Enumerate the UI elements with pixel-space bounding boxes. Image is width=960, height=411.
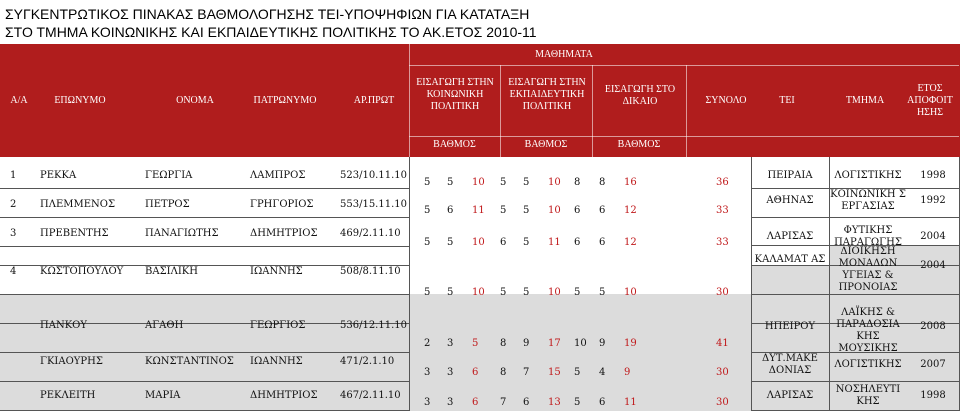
header-grid-line bbox=[0, 157, 959, 158]
row-tei: ΔΥΤ.ΜΑΚΕ ΔΟΝΙΑΣ bbox=[762, 353, 818, 376]
highlighted-rows-background bbox=[409, 294, 751, 411]
row-grade: 10 bbox=[548, 287, 561, 298]
row-grade: 3 bbox=[447, 397, 454, 408]
row-eponymo: ΓΚΙΑΟΥΡΗΣ bbox=[40, 356, 103, 367]
row-ar-prot: 467/2.11.10 bbox=[340, 390, 401, 401]
row-etos: 2004 bbox=[920, 260, 946, 271]
row-grade: 5 bbox=[574, 367, 581, 378]
row-patronymo: ΓΕΩΡΓΙΟΣ bbox=[250, 320, 306, 331]
table-grid-line bbox=[0, 188, 409, 189]
row-tmima: ΝΟΣΗΛΕΥΤΙ ΚΗΣ bbox=[835, 384, 901, 407]
header-grade-3: ΒΑΘΜΟΣ bbox=[617, 139, 661, 150]
row-ar-prot: 469/2.11.10 bbox=[340, 228, 401, 239]
table-grid-line bbox=[0, 217, 409, 218]
row-grade: 8 bbox=[500, 338, 507, 349]
row-grade: 10 bbox=[548, 205, 561, 216]
table-grid-line bbox=[0, 381, 409, 382]
row-tmima: ΚΟΙΝΩΝΙΚΗ Σ ΕΡΓΑΣΙΑΣ bbox=[830, 189, 906, 212]
row-etos: 2004 bbox=[920, 231, 946, 242]
header-patronymo: ΠΑΤΡΩΝΥΜΟ bbox=[253, 95, 317, 106]
row-grade: 5 bbox=[472, 338, 479, 349]
row-tmima: ΦΥΤΙΚΗΣ ΠΑΡΑΓΩΓΗΣ bbox=[834, 225, 902, 248]
header-ar-prot: ΑΡ.ΠΡΩΤ bbox=[353, 95, 395, 106]
row-total: 33 bbox=[716, 205, 729, 216]
row-onoma: ΑΓΑΘΗ bbox=[145, 320, 184, 331]
row-grade: 9 bbox=[624, 367, 631, 378]
row-etos: 2008 bbox=[920, 321, 946, 332]
row-grade: 3 bbox=[447, 338, 454, 349]
row-etos: 1998 bbox=[920, 390, 946, 401]
row-eponymo: ΠΡΕΒΕΝΤΗΣ bbox=[40, 228, 109, 239]
row-patronymo: ΙΩΑΝΝΗΣ bbox=[250, 356, 303, 367]
row-grade: 3 bbox=[447, 367, 454, 378]
row-tei: ΛΑΡΙΣΑΣ bbox=[766, 390, 814, 401]
row-onoma: ΚΩΝΣΤΑΝΤΙΝΟΣ bbox=[145, 356, 234, 367]
row-etos: 1992 bbox=[920, 195, 946, 206]
header-subject-intro-law: ΕΙΣΑΓΩΓΗ ΣΤΟ ΔΙΚΑΙΟ bbox=[604, 84, 676, 107]
row-eponymo: ΡΕΚΚΑ bbox=[40, 170, 77, 181]
row-tmima: ΛΑΪΚΗΣ & ΠΑΡΑΔΟΣΙΑ ΚΗΣ ΜΟΥΣΙΚΗΣ bbox=[836, 307, 900, 354]
row-tmima: ΛΟΓΙΣΤΙΚΗΣ bbox=[834, 359, 902, 370]
row-etos: 1998 bbox=[920, 170, 946, 181]
header-onoma: ΟΝΟΜΑ bbox=[176, 95, 214, 106]
row-grade: 9 bbox=[523, 338, 530, 349]
row-grade: 5 bbox=[447, 287, 454, 298]
row-grade: 11 bbox=[624, 397, 637, 408]
row-aa: 3 bbox=[10, 228, 17, 239]
row-eponymo: ΠΑΝΚΟΥ bbox=[40, 320, 87, 331]
row-grade: 5 bbox=[574, 287, 581, 298]
header-tmima: ΤΜΗΜΑ bbox=[845, 95, 885, 106]
header-total: ΣΥΝΟΛΟ bbox=[705, 95, 747, 106]
header-grid-line bbox=[409, 136, 959, 137]
row-eponymo: ΡΕΚΛΕΙΤΗ bbox=[40, 390, 96, 401]
row-grade: 11 bbox=[472, 205, 485, 216]
table-grid-line bbox=[0, 246, 409, 247]
header-eponymo: ΕΠΩΝΥΜΟ bbox=[54, 95, 106, 106]
header-grid-line bbox=[409, 65, 959, 66]
row-ar-prot: 523/10.11.10 bbox=[340, 170, 407, 181]
row-grade: 8 bbox=[599, 177, 606, 188]
row-onoma: ΒΑΣΙΛΙΚΗ bbox=[145, 266, 198, 277]
row-tmima: ΛΟΓΙΣΤΙΚΗΣ bbox=[834, 170, 902, 181]
row-total: 30 bbox=[716, 367, 729, 378]
row-grade: 8 bbox=[574, 177, 581, 188]
row-grade: 6 bbox=[599, 237, 606, 248]
row-grade: 10 bbox=[624, 287, 637, 298]
table-grid-line bbox=[751, 381, 960, 382]
row-grade: 3 bbox=[424, 397, 431, 408]
row-grade: 5 bbox=[424, 287, 431, 298]
row-etos: 2007 bbox=[920, 359, 946, 370]
row-grade: 5 bbox=[574, 397, 581, 408]
header-subject-intro-social-policy: ΕΙΣΑΓΩΓΗ ΣΤΗΝ ΚΟΙΝΩΝΙΚΗ ΠΟΛΙΤΙΚΗ bbox=[416, 77, 494, 112]
row-total: 30 bbox=[716, 397, 729, 408]
row-tei: ΛΑΡΙΣΑΣ bbox=[766, 231, 814, 242]
header-etos: ΕΤΟΣ ΑΠΟΦΟΙΤ ΗΣΗΣ bbox=[907, 83, 953, 118]
row-grade: 6 bbox=[523, 397, 530, 408]
row-eponymo: ΠΛΕΜΜΕΝΟΣ bbox=[40, 199, 116, 210]
row-grade: 6 bbox=[574, 205, 581, 216]
row-grade: 10 bbox=[472, 177, 485, 188]
row-patronymo: ΔΗΜΗΤΡΙΟΣ bbox=[250, 390, 318, 401]
row-patronymo: ΓΡΗΓΟΡΙΟΣ bbox=[250, 199, 314, 210]
row-grade: 10 bbox=[472, 287, 485, 298]
row-grade: 5 bbox=[424, 205, 431, 216]
row-onoma: ΓΕΩΡΓΙΑ bbox=[145, 170, 193, 181]
header-aa: Α/Α bbox=[10, 95, 28, 106]
row-grade: 12 bbox=[624, 205, 637, 216]
row-grade: 5 bbox=[599, 287, 606, 298]
row-grade: 2 bbox=[424, 338, 431, 349]
row-grade: 6 bbox=[599, 205, 606, 216]
row-tei: ΠΕΙΡΑΙΑ bbox=[767, 170, 813, 181]
header-subjects: ΜΑΘΗΜΑΤΑ bbox=[535, 49, 593, 60]
row-grade: 6 bbox=[500, 237, 507, 248]
row-grade: 5 bbox=[523, 287, 530, 298]
row-grade: 6 bbox=[447, 205, 454, 216]
row-aa: 4 bbox=[10, 266, 17, 277]
row-eponymo: ΚΩΣΤΟΠΟΥΛΟΥ bbox=[40, 266, 124, 277]
row-total: 30 bbox=[716, 287, 729, 298]
row-tei: ΑΘΗΝΑΣ bbox=[766, 195, 814, 206]
row-grade: 19 bbox=[624, 338, 637, 349]
table-grid-line bbox=[751, 294, 960, 295]
table-grid-line bbox=[0, 352, 409, 353]
header-grid-line bbox=[686, 65, 687, 157]
header-tei: ΤΕΙ bbox=[779, 95, 795, 106]
row-grade: 6 bbox=[599, 397, 606, 408]
row-grade: 10 bbox=[574, 338, 587, 349]
row-onoma: ΜΑΡΙΑ bbox=[145, 390, 181, 401]
row-grade: 5 bbox=[500, 205, 507, 216]
row-ar-prot: 508/8.11.10 bbox=[340, 266, 401, 277]
row-grade: 13 bbox=[548, 397, 561, 408]
row-grade: 5 bbox=[447, 237, 454, 248]
row-grade: 10 bbox=[472, 237, 485, 248]
table-grid-line bbox=[751, 217, 960, 218]
row-grade: 10 bbox=[548, 177, 561, 188]
header-grade-2: ΒΑΘΜΟΣ bbox=[524, 139, 568, 150]
row-grade: 5 bbox=[447, 177, 454, 188]
row-grade: 6 bbox=[574, 237, 581, 248]
row-grade: 4 bbox=[599, 367, 606, 378]
row-total: 33 bbox=[716, 237, 729, 248]
table-grid-line bbox=[409, 157, 410, 411]
header-grade-1: ΒΑΘΜΟΣ bbox=[433, 139, 476, 150]
row-patronymo: ΙΩΑΝΝΗΣ bbox=[250, 266, 303, 277]
document-title-line-1: ΣΥΓΚΕΝΤΡΩΤΙΚΟΣ ΠΙΝΑΚΑΣ ΒΑΘΜΟΛΟΓΗΣΗΣ ΤΕΙ-ΥΠΟΨΗΦΙΩΝ ΓΙΑ ΚΑΤΑΤΑΞΗ bbox=[5, 6, 530, 22]
row-grade: 6 bbox=[472, 397, 479, 408]
row-grade: 11 bbox=[548, 237, 561, 248]
header-subject-intro-educational-policy: ΕΙΣΑΓΩΓΗ ΣΤΗΝ ΕΚΠΑΙΔΕΥΤΙΚΗ ΠΟΛΙΤΙΚΗ bbox=[508, 77, 586, 112]
row-grade: 15 bbox=[548, 367, 561, 378]
row-grade: 8 bbox=[500, 367, 507, 378]
row-ar-prot: 536/12.11.10 bbox=[340, 320, 407, 331]
row-tei: ΚΑΛΑΜΑΤ ΑΣ bbox=[754, 254, 826, 265]
row-tmima: ΔΙΟΙΚΗΣΗ ΜΟΝΑΔΩΝ ΥΓΕΙΑΣ & ΠΡΟΝΟΙΑΣ bbox=[838, 246, 898, 293]
row-grade: 5 bbox=[424, 177, 431, 188]
row-onoma: ΠΕΤΡΟΣ bbox=[145, 199, 190, 210]
row-grade: 5 bbox=[500, 177, 507, 188]
row-tei: ΗΠΕΙΡΟΥ bbox=[764, 321, 816, 332]
row-grade: 9 bbox=[599, 338, 606, 349]
row-aa: 1 bbox=[10, 170, 17, 181]
row-grade: 5 bbox=[500, 287, 507, 298]
row-grade: 7 bbox=[523, 367, 530, 378]
row-total: 41 bbox=[716, 338, 729, 349]
row-grade: 12 bbox=[624, 237, 637, 248]
row-ar-prot: 471/2.1.10 bbox=[340, 356, 395, 367]
table-grid-line bbox=[0, 294, 409, 295]
row-grade: 3 bbox=[424, 367, 431, 378]
row-grade: 5 bbox=[523, 205, 530, 216]
row-grade: 6 bbox=[472, 367, 479, 378]
row-grade: 5 bbox=[523, 237, 530, 248]
row-grade: 5 bbox=[424, 237, 431, 248]
row-onoma: ΠΑΝΑΓΙΩΤΗΣ bbox=[145, 228, 219, 239]
row-grade: 7 bbox=[500, 397, 507, 408]
row-grade: 17 bbox=[548, 338, 561, 349]
document-title-line-2: ΣΤΟ ΤΜΗΜΑ ΚΟΙΝΩΝΙΚΗΣ ΚΑΙ ΕΚΠΑΙΔΕΥΤΙΚΗΣ ΠΟΛΙΤΙΚΗΣ ΤΟ ΑΚ.ΕΤΟΣ 2010-11 bbox=[5, 24, 537, 40]
row-grade: 5 bbox=[523, 177, 530, 188]
row-ar-prot: 553/15.11.10 bbox=[340, 199, 407, 210]
row-aa: 2 bbox=[10, 199, 17, 210]
row-total: 36 bbox=[716, 177, 729, 188]
row-patronymo: ΛΑΜΠΡΟΣ bbox=[250, 170, 306, 181]
row-grade: 16 bbox=[624, 177, 637, 188]
row-patronymo: ΔΗΜΗΤΡΙΟΣ bbox=[250, 228, 318, 239]
